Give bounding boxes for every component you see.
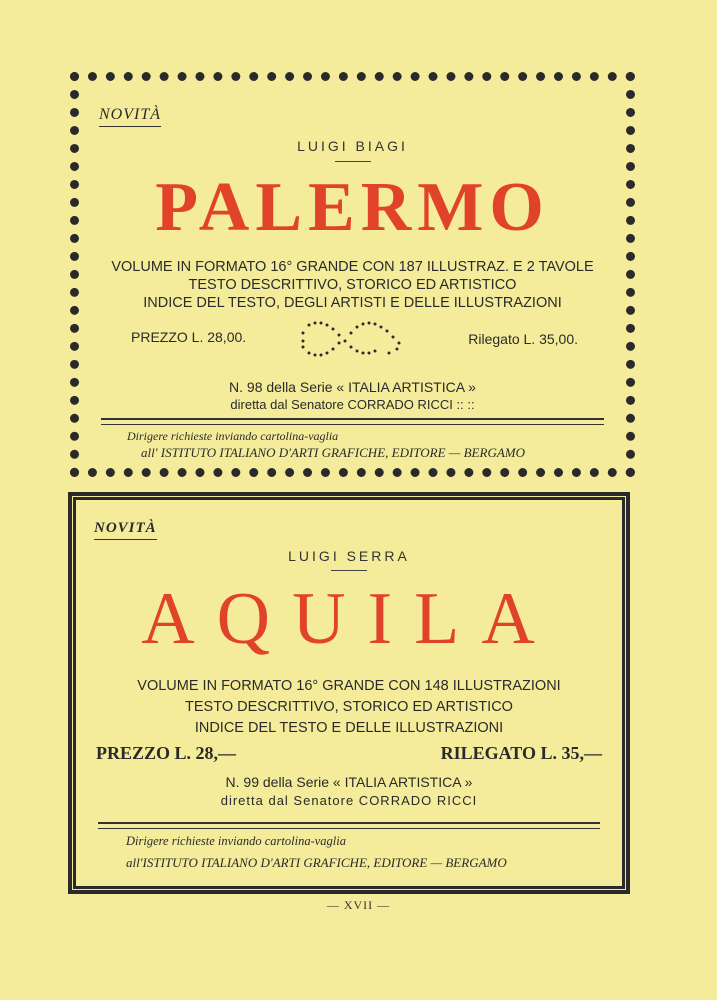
description-line: TESTO DESCRITTIVO, STORICO ED ARTISTICO bbox=[185, 699, 513, 715]
novita-label: NOVITÀ bbox=[99, 106, 161, 127]
divider-rule bbox=[98, 822, 600, 829]
description-line: INDICE DEL TESTO E DELLE ILLUSTRAZIONI bbox=[194, 720, 504, 736]
description-line: INDICE DEL TESTO, DEGLI ARTISTI E DELLE ILLUSTRAZIONI bbox=[143, 295, 562, 311]
publisher-line: all'ISTITUTO ITALIANO D'ARTI GRAFICHE, EDITORE — BERGAMO bbox=[126, 855, 507, 870]
novita-label: NOVITÀ bbox=[94, 520, 157, 540]
description-line: VOLUME IN FORMATO 16° GRANDE CON 148 ILLUSTRAZIONI bbox=[137, 678, 561, 694]
book-title: PALERMO bbox=[155, 169, 550, 246]
bound-price-text: RILEGATO L. 35,— bbox=[440, 743, 602, 763]
publisher-line: all' ISTITUTO ITALIANO D'ARTI GRAFICHE, EDITORE — BERGAMO bbox=[141, 445, 525, 460]
bound-price-text: Rilegato L. 35,00. bbox=[468, 331, 578, 347]
footnote-line: Dirigere richieste inviando cartolina-vaglia bbox=[127, 429, 339, 443]
description-line: VOLUME IN FORMATO 16° GRANDE CON 187 ILLUSTRAZ. E 2 TAVOLE bbox=[111, 259, 594, 275]
series-line: N. 99 della Serie « ITALIA ARTISTICA » bbox=[225, 774, 473, 790]
author-rule bbox=[335, 161, 371, 162]
editor-line: diretta dal Senatore CORRADO RICCI :: :: bbox=[230, 397, 475, 412]
book-title: AQUILA bbox=[141, 578, 557, 660]
dotted-ornament-icon bbox=[299, 319, 409, 359]
advertisement-aquila bbox=[68, 492, 630, 894]
author-rule bbox=[331, 570, 367, 571]
price-text: PREZZO L. 28,— bbox=[96, 743, 237, 763]
footnote-line: Dirigere richieste inviando cartolina-vaglia bbox=[126, 834, 346, 848]
author-name: LUIGI SERRA bbox=[288, 548, 410, 564]
price-text: PREZZO L. 28,00. bbox=[131, 329, 247, 345]
author-name: LUIGI BIAGI bbox=[297, 138, 408, 154]
description-line: TESTO DESCRITTIVO, STORICO ED ARTISTICO bbox=[188, 277, 517, 293]
divider-rule bbox=[101, 418, 604, 425]
advertisement-palermo bbox=[70, 72, 635, 477]
series-line: N. 98 della Serie « ITALIA ARTISTICA » bbox=[229, 379, 476, 395]
page-number: — XVII — bbox=[326, 898, 391, 912]
editor-line: diretta dal Senatore CORRADO RICCI bbox=[220, 793, 478, 808]
